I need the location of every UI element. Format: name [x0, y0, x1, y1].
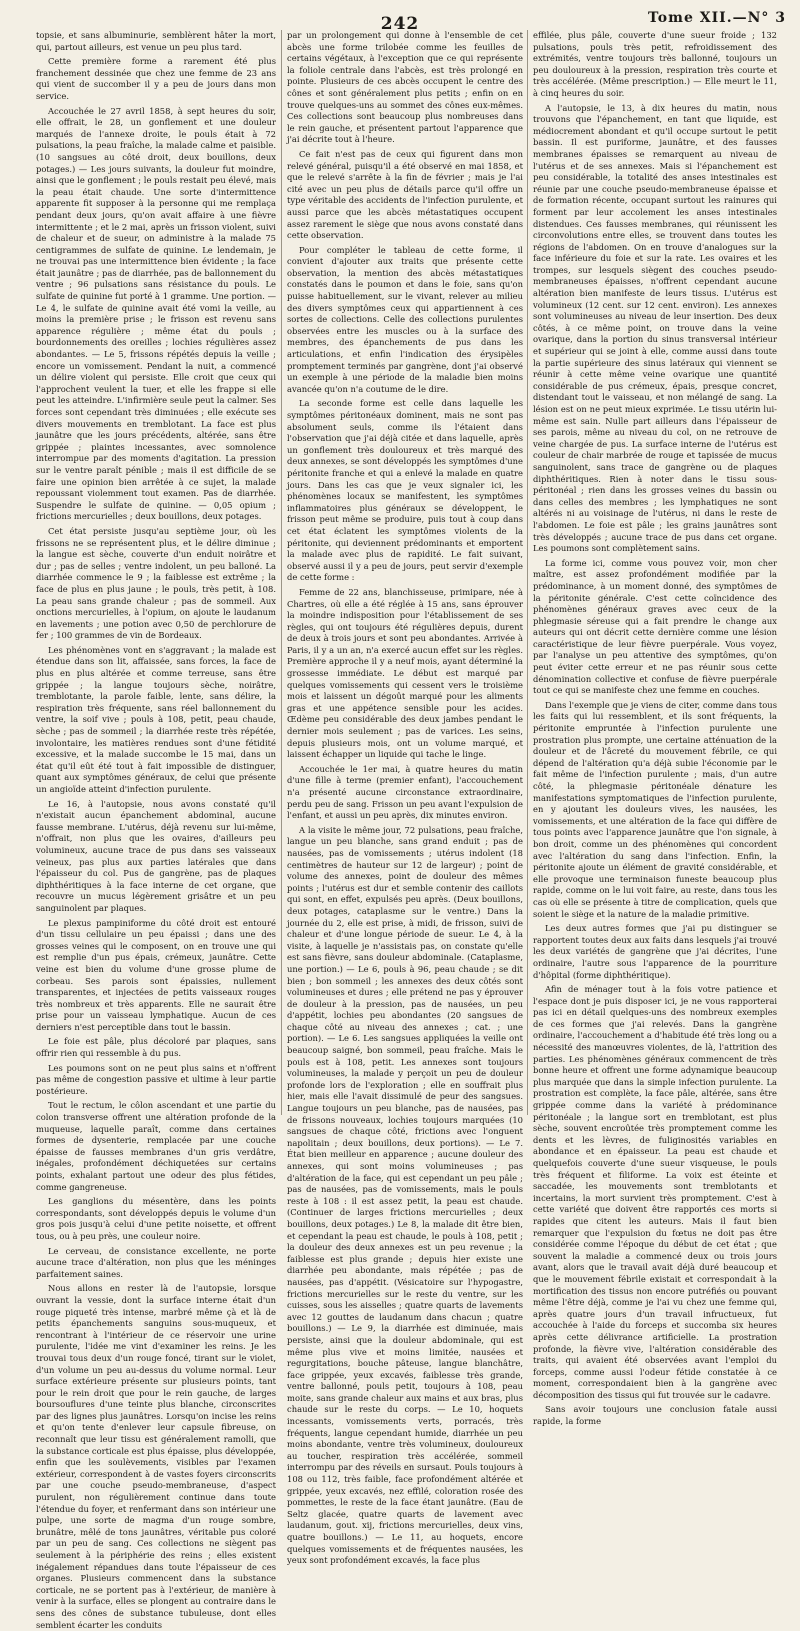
text-column-2: [287, 30, 523, 1566]
paragraph: effilée, plus pâle, couverte d'une sueur froide ; 132 pulsations, pouls très petit, refroidissement des extrémités, ventre toujours très ballonné, toujours un peu douloureux à la pression, respiration très courte et très accélérée. (Même prescription.) — Elle meurt le 11, à cinq heures du soir.: [533, 30, 777, 98]
paragraph: La forme ici, comme vous pouvez voir, mon cher maître, est assez profondément modifiée par la prédominance, à un moment donné, des symptômes de la péritonite générale. C'est cette coïncidence des phénomènes généraux graves avec ceux de la phlegmasie séreuse qui a fait prendre le change aux auteurs qui ont décrit cette dernière comme une lésion caractéristique de leur fièvre puerpérale. Vous voyez, par l'analyse un peu attentive des symptômes, qu'on peut éviter cette erreur et ne pas réunir sous cette dénomination collective et confuse de fièvre puerpérale tout ce qui se manifeste chez une femme en couches.: [533, 557, 777, 696]
column-rule: [281, 30, 282, 1115]
paragraph: Le 16, à l'autopsie, nous avons constaté qu'il n'existait aucun épanchement abdominal, aucune fausse membrane. L'utérus, déjà revenu sur lui-même, n'offrait, non plus que les ovaires, d'ailleurs peu volumineux, aucune trace de pus dans ses vaisseaux veineux, pas plus aux parties latérales que dans l'épaisseur du col. Pus de gangrène, pas de plaques diphthéritiques à la face interne de cet organe, que recouvre un mucus légèrement grisâtre et un peu sanguinolent par plaques.: [36, 798, 276, 913]
text-column-1: [36, 30, 276, 1630]
text-column-3: [533, 30, 777, 1427]
paragraph: La seconde forme est celle dans laquelle les symptômes péritonéaux dominent, mais ne sont pas absolument seuls, comme ils l'étaient dans l'observation que j'ai déjà citée et dans laquelle, après un gonflement très douloureux et très marqué des deux annexes, se sont développés les symptômes d'une péritonite franche et qui a enlevé la malade en quatre jours. Dans les cas que je veux signaler ici, les phénomènes locaux se manifestent, les symptômes inflammatoires plus généraux se développent, le frisson peut même se produire, puis tout à coup dans cet état éclatent les symptômes violents de la péritonite, qui deviennent prédominants et emportent la malade avec plus de rapidité. Le fait suivant, observé aussi il y a peu de jours, peut servir d'exemple de cette forme :: [287, 398, 523, 583]
paragraph: A la visite le même jour, 72 pulsations, peau fraîche, langue un peu blanche, sans grand enduit ; pas de nausées, pas de vomissements ; utérus indolent (18 centimètres de hauteur sur 12 de largeur) ; point de volume des annexes, point de douleur des mêmes points ; l'utérus est dur et semble contenir des caillots qui sont, en effet, expulsés peu après. (Deux bouillons, deux potages, cataplasme sur le ventre.) Dans la journée du 2, elle est prise, à midi, de frisson, suivi de chaleur et d'une longue période de sueur. Le 4, à la visite, à laquelle je n'assistais pas, on constate qu'elle est sans fièvre, sans douleur abdominale. (Cataplasme, une portion.) — Le 6, pouls à 96, peau chaude ; se dit bien ; bon sommeil ; les annexes des deux côtés sont volumineuses et dures ; elle prétend ne pas y éprouver de douleur à la pression, pas de nausées, un peu d'appétit, lochies peu abondantes (20 sangsues de chaque côté au niveau des annexes ; cat. ; une portion). — Le 6. Les sangsues appliquées la veille ont beaucoup saigné, bon sommeil, peau fraîche. Mais le pouls est à 108, petit. Les annexes sont toujours volumineuses, la malade y perçoit un peu de douleur profonde lors de l'exploration ; elle en souffrait plus hier, mais elle l'avait dissimulé de peur des sangsues. Langue toujours un peu blanche, pas de nausées, pas de frissons nouveaux, lochies toujours marquées (10 sangsues de chaque côté, frictions avec l'onguent napolitain ; deux bouillons, deux portions). — Le 7. État bien meilleur en apparence ; aucune douleur des annexes, qui sont moins volumineuses ; pas d'altération de la face, qui est cependant un peu pâle ; pas de nausées, pas de vomissements, mais le pouls reste à 108 : il est assez petit, la peau est chaude. (Continuer de larges frictions mercurielles ; deux bouillons, deux potages.) Le 8, la malade dit être bien, et cependant la peau est chaude, le pouls à 108, petit ; la douleur des deux annexes est un peu revenue ; la faiblesse est plus grande ; depuis hier existe une diarrhée peu abondante, mais répétée ; pas de nausées, pas d'appétit. (Vésicatoire sur l'hypogastre, frictions mercurielles sur le reste du ventre, sur les cuisses, sous les aisselles ; quatre quarts de lavements avec 12 gouttes de laudanum dans chacun ; quatre bouillons.) — Le 9, la diarrhée est diminuée, mais persiste, ainsi que la douleur abdominale, qui est même plus vive et moins limitée, nausées et regurgitations, bouche pâteuse, langue blanchâtre, face grippée, yeux excavés, faiblesse très grande, ventre ballonné, pouls petit, toujours à 108, peau moite, sans grande chaleur aux mains et aux bras, plus chaude sur le reste du corps. — Le 10, hoquets incessants, vomissements verts, porracés, très fréquents, langue cependant humide, diarrhée un peu moins abondante, ventre très volumineux, douloureux au toucher, respiration très accélérée, sommeil interrompu par des réveils en sursaut. Pouls toujours à 108 ou 112, très faible, face profondément altérée et grippée, yeux excavés, nez effilé, coloration rosée des pommettes, le reste de la face étant jaunâtre. (Eau de Seltz glacée, quatre quarts de lavement avec laudanum, gout. xij, frictions mercurielles, deux vins, quatre bouillons.) — Le 11, au hoquets, encore quelques vomissements et de fréquentes nausées, les yeux sont profondément excavés, la face plus: [287, 824, 523, 1566]
paragraph: Le cerveau, de consistance excellente, ne porte aucune trace d'altération, non plus que les méninges parfaitement saines.: [36, 1245, 276, 1279]
paragraph: A l'autopsie, le 13, à dix heures du matin, nous trouvons que l'épanchement, en tant que liquide, est médiocrement abondant et qu'il occupe surtout le petit bassin. Il est puriforme, jaunâtre, et des fausses membranes épaisses se remarquent au niveau de l'utérus et de ses annexes. Mais si l'épanchement est peu considérable, la totalité des anses intestinales est réunie par une couche pseudo-membraneuse épaisse et de formation récente, occupant surtout les rainures qui forment par leur accolement les anses intestinales distendues. Ces fausses membranes, qui réunissent les circonvolutions entre elles, se trouvent dans toutes les régions de l'abdomen. On en trouve d'analogues sur la face inférieure du foie et sur la rate. Les ovaires et les trompes, sur lesquels siègent des couches pseudo-membraneuses épaisses, n'offrent cependant aucune altération bien manifeste de leurs tissus. L'utérus est volumineux (12 cent. sur 12 cent. environ). Les annexes sont volumineuses au niveau de leur insertion. Des deux côtés, à ce même point, on trouve dans la veine ovarique, dans la portion du sinus transversal intérieur et supérieur qui se joint à elle, comme aussi dans toute la partie supérieure des sinus latéraux qui viennent se réunir à cette même veine ovarique une quantité considérable de pus crémeux, épais, presque concret, distendant tout le vaisseau, et non mélangé de sang. La lésion est on ne peut mieux exprimée. Le tissu utérin lui-même est sain. Nulle part ailleurs dans l'épaisseur de ses parois, même au niveau du col, on ne retrouve de veine chargée de pus. La surface interne de l'utérus est couleur de chair marbrée de rouge et tapissée de mucus sanguinolent, sans trace de gangrène ou de plaques diphthéritiques. Rien à noter dans le tissu sous-péritonéal ; rien dans les grosses veines du bassin ou dans celles des membres ; les lymphatiques ne sont altérés ni au voisinage de l'utérus, ni dans le reste de l'abdomen. Le foie est pâle ; les grains jaunâtres sont très développés ; aucune trace de pus dans cet organe. Les poumons sont complètement sains.: [533, 102, 777, 554]
paragraph: Pour compléter le tableau de cette forme, il convient d'ajouter aux traits que présente cette observation, la mention des abcès métastatiques constatés dans le poumon et dans le foie, sans qu'on puisse habituellement, sur le vivant, relever au milieu des divers symptômes ceux qui appartiennent à ces sortes de collections. Celle des collections purulentes observées entre les muscles ou à la surface des membres, des épanchements de pus dans les articulations, et enfin l'indication des érysipèles promptement terminés par gangrène, dont j'ai observé un exemple à une période de la maladie bien moins avancée qu'on n'a coutume de le dire.: [287, 244, 523, 394]
page-number: 242: [380, 14, 420, 34]
paragraph: Tout le rectum, le côlon ascendant et une partie du colon transverse offrent une altération profonde de la muqueuse, laquelle paraît, comme dans certaines formes de dysenterie, remplacée par une couche épaisse de fausses membranes d'un gris verdâtre, inégales, profondément déchiquetées sur certains points, exhalant partout une odeur des plus fétides, comme gangreneuse.: [36, 1100, 276, 1192]
paragraph: Les ganglions du mésentère, dans les points correspondants, sont développés depuis le volume d'un gros pois jusqu'à celui d'une petite noisette, et offrent tous, ou à peu près, une couleur noire.: [36, 1196, 276, 1241]
paragraph: Le foie est pâle, plus décoloré par plaques, sans offrir rien qui ressemble à du pus.: [36, 1036, 276, 1059]
column-rule: [527, 30, 528, 1115]
paragraph: Cet état persiste jusqu'au septième jour, où les frissons ne se représentent plus, et le délire diminue ; la langue est sèche, couverte d'un enduit noirâtre et dur ; pas de selles ; ventre indolent, un peu balloné. La diarrhée commence le 9 ; la faiblesse est extrême ; la face de plus en plus jaune ; le pouls, très petit, à 108. La peau sans grande chaleur ; pas de sommeil. Aux onctions mercurielles, à l'opium, on ajoute le laudanum en lavements ; une potion avec 0,50 de perchlorure de fer ; 100 grammes de vin de Bordeaux.: [36, 525, 276, 641]
paragraph: Accouchée le 27 avril 1858, à sept heures du soir, elle offrait, le 28, un gonflement et une douleur marqués de l'annexe droite, le pouls était à 72 pulsations, la peau fraîche, la malade calme et paisible. (10 sangsues au côté droit, deux bouillons, deux potages.) — Les jours suivants, la douleur fut moindre, ainsi que le gonflement ; le pouls restait peu élevé, mais la peau était chaude. Une sorte d'intermittence apparente fit supposer à la personne qui me remplaça pendant deux jours, qu'on avait affaire à une fièvre intermittente ; et le 2 mai, après un frisson violent, suivi de chaleur et de sueur, on administre à la malade 75 centigrammes de sulfate de quinine. Le lendemain, je ne trouvai pas une intermittence bien évidente ; la face était jaunâtre ; pas de diarrhée, pas de ballonnement du ventre ; 96 pulsations sans résistance du pouls. Le sulfate de quinine fut porté à 1 gramme. Une portion. — Le 4, le sulfate de quinine avait été vomi la veille, au moins la première prise ; le frisson est revenu sans apparence régulière ; même état du pouls ; bourdonnements des oreilles ; lochies régulières assez abondantes. — Le 5, frissons répétés depuis la veille ; encore un vomissement. Pendant la nuit, a commencé un délire violent qui persiste. Elle croit que ceux qui l'approchent veulent la tuer, et elle les frappe si elle peut les atteindre. L'infirmière seule peut la calmer. Ses forces sont cependant très diminuées ; elle exécute ses divers mouvements en tremblotant. La face est plus jaunâtre que les jours précédents, altérée, sans être grippée ; plaintes incessantes, avec somnolence interrompue par des moments d'agitation. La pression sur le ventre paraît pénible ; mais il est difficile de se faire une opinion bien arrêtée à ce sujet, la malade repoussant violemment tout examen. Pas de diarrhée. Suspendre le sulfate de quinine. — 0,05 opium ; frictions mercurielles ; deux bouillons, deux potages.: [36, 105, 276, 522]
paragraph: Cette première forme a rarement été plus franchement dessinée que chez une femme de 23 ans qui vient de succomber il y a peu de jours dans mon service.: [36, 56, 276, 101]
paragraph: Dans l'exemple que je viens de citer, comme dans tous les faits qui lui ressemblent, et ils sont fréquents, la péritonite empruntée à l'infection purulente une prostration plus prompte, une certaine atténuation de la douleur et de l'âcreté du mouvement fébrile, ce qui dépend de l'altération qu'a déjà subie l'économie par le fait même de l'infection purulente ; mais, d'un autre côté, la phlegmasie péritonéale dénature les manifestations symptomatiques de l'infection purulente, en y ajoutant les douleurs vives, les nausées, les vomissements, et une altération de la face qui diffère de tous points avec l'apparence jaunâtre que l'on signale, à bon droit, comme un des phénomènes qui concordent avec l'altération du sang dans l'infection. Enfin, la péritonite ajoute un élément de gravité considérable, et elle provoque une terminaison funeste beaucoup plus rapide, comme on le lui voit faire, au reste, dans tous les cas où elle se présente à titre de complication, quels que soient le siège et la nature de la maladie primitive.: [533, 699, 777, 919]
paragraph: Accouchée le 1er mai, à quatre heures du matin d'une fille à terme (premier enfant), l'accouchement n'a présenté aucune circonstance extraordinaire, perdu peu de sang. Frisson un peu avant l'expulsion de l'enfant, et aussi un peu après, dix minutes environ.: [287, 763, 523, 821]
paragraph: Sans avoir toujours une conclusion fatale aussi rapide, la forme: [533, 1404, 777, 1427]
paragraph: Femme de 22 ans, blanchisseuse, primipare, née à Chartres, où elle a été réglée à 15 ans, sans éprouver la moindre indisposition pour l'établissement de ses règles, qui ont toujours été régulières depuis, durent de deux à trois jours et sont peu abondantes. Arrivée à Paris, il y a un an, n'a exercé aucun effet sur les règles. Première approche il y a neuf mois, ayant déterminé la grossesse immédiate. Le début est marqué par quelques vomissements qui cessent vers le troisième mois et laissent un dégoût marqué pour les aliments gras et une appétence sensible pour les acides. Œdème peu considérable des deux jambes pendant le dernier mois seulement ; pas de varices. Les seins, depuis plusieurs mois, ont un volume marqué, et laissent échapper un liquide qui tache le linge.: [287, 586, 523, 760]
paragraph: Nous allons en rester là de l'autopsie, lorsque ouvrant la vessie, dont la surface interne était d'un rouge piqueté très intense, marbré même çà et là de petits épanchements sanguins sous-muqueux, et rencontrant à l'intérieur de ce réservoir une urine purulente, l'idée me vint d'examiner les reins. Je les trouvai tous deux d'un rouge foncé, tirant sur le violet, d'un volume un peu au-dessus du volume normal. Leur surface extérieure présente sur plusieurs points, tant pour le rein droit que pour le rein gauche, de larges boursouflures d'une teinte plus blanche, circonscrites par des lignes plus jaunâtres. Lorsqu'on incise les reins et qu'on tente d'enlever leur capsule fibreuse, on reconnaît que leur tissu est généralement ramolli, que la substance corticale est plus épaisse, plus développée, enfin que les soulèvements, visibles par l'examen extérieur, correspondent à de vastes foyers circonscrits par une couche pseudo-membraneuse, d'aspect purulent, non régulièrement continue dans toute l'étendue du foyer, et renfermant dans son intérieur une pulpe, une sorte de magma d'un rouge sombre, brunâtre, mêlé de tons jaunâtres, véritable pus coloré par un peu de sang. Ces collections ne siègent pas seulement à la périphérie des reins ; elles existent inégalement répandues dans toute l'épaisseur de ces organes. Plusieurs commencent dans la substance corticale, ne se portent pas à l'extérieur, de manière à venir à la surface, elles se plongent au contraire dans le sens des cônes de substance tubuleuse, dont elles semblent écarter les conduits: [36, 1283, 276, 1630]
paragraph: par un prolongement qui donne à l'ensemble de cet abcès une forme trilobée comme les feuilles de certains végétaux, à l'exception que ce qui représente la foliole centrale dans l'abcès, est très prolongé en pointe. Plusieurs de ces abcès occupent le centre des cônes et sont généralement plus petits ; enfin on en trouve quelques-uns au sommet des cônes eux-mêmes. Ces collections sont beaucoup plus nombreuses dans le rein gauche, et présentent partout l'apparence que j'ai décrite tout à l'heure.: [287, 30, 523, 145]
running-head: Tome XII.—N° 3: [648, 10, 786, 26]
paragraph: Les poumons sont on ne peut plus sains et n'offrent pas même de congestion passive et ultime à leur partie postérieure.: [36, 1062, 276, 1096]
paragraph: Les phénomènes vont en s'aggravant ; la malade est étendue dans son lit, affaissée, sans forces, la face de plus en plus altérée et comme terreuse, sans être grippée ; la langue toujours sèche, noirâtre, tremblotante, la parole faible, lente, sans délire, la respiration très fréquente, sans réel ballonnement du ventre, la soif vive ; pouls à 108, petit, peau chaude, sèche ; pas de sommeil ; la diarrhée reste très répétée, involontaire, les matières rendues sont d'une fétidité excessive, et la malade succombe le 15 mai, dans un état qu'il eût été tout à fait impossible de distinguer, quant aux symptômes généraux, de celui que présente un angioïde atteint d'infection purulente.: [36, 644, 276, 794]
paragraph: Ce fait n'est pas de ceux qui figurent dans mon relevé général, puisqu'il a été observé en mai 1858, et que le relevé s'arrête à la fin de février ; mais je l'ai cité avec un peu plus de détails parce qu'il offre un type véritable des accidents de l'infection purulente, et aussi parce que les abcès métastatiques occupent assez rarement le siège que nous avons constaté dans cette observation.: [287, 148, 523, 241]
paragraph: Le plexus pampiniforme du côté droit est entouré d'un tissu cellulaire un peu épaissi ; dans une des grosses veines qui le composent, on en trouve une qui est remplie d'un pus épais, crémeux, jaunâtre. Cette veine est bien du volume d'une grosse plume de corbeau. Ses parois sont épaissies, nullement transparentes, et injectées de petits vaisseaux rouges très nombreux et très apparents. Elle ne saurait être prise pour un vaisseau lymphatique. Aucun de ces derniers n'est perceptible dans tout le bassin.: [36, 917, 276, 1032]
paragraph: Les deux autres formes que j'ai pu distinguer se rapportent toutes deux aux faits dans lesquels j'ai trouvé les deux variétés de gangrène que j'ai décrites, l'une ordinaire, l'autre sous l'apparence de la pourriture d'hôpital (forme diphthéritique).: [533, 923, 777, 980]
paragraph: Afin de ménager tout à la fois votre patience et l'espace dont je puis disposer ici, je ne vous rapporterai pas ici en détail quelques-uns des nombreux exemples de ces formes que j'ai relevés. Dans la gangrène ordinaire, l'accouchement a d'habitude été très long ou a nécessité des manœuvres violentes, de là, l'attrition des parties. Les phénomènes généraux commencent de très bonne heure et offrent une forme adynamique beaucoup plus marquée que dans la simple infection purulente. La prostration est complète, la face pâle, altérée, sans être grippée comme dans la variété à prédominance péritonéale ; la langue sort en tremblotant, est plus sèche, souvent encroûtée très promptement comme les dents et les lèvres, de fuliginosités variables en abondance et en épaisseur. La peau est chaude et quelquefois couverte d'une sueur visqueuse, le pouls très fréquent et filiforme. La voix est éteinte et saccadée, les mouvements sont tremblotants et incertains, la mort survient très promptement. C'est à cette variété que doivent être rapportés ces morts si rapides que citent les auteurs. Mais il faut bien remarquer que l'expulsion du fœtus ne doit pas être considérée comme l'époque du début de cet état ; que souvent la maladie a commencé deux ou trois jours avant, alors que le travail avait déjà duré beaucoup et que le mouvement fébrile existait et correspondait à la mortification des tissus non encore putréfiés ou pouvant même l'être déjà, comme je l'ai vu chez une femme qui, après quatre jours d'un travail infructueux, fut accouchée à l'aide du forceps et succomba six heures après cette délivrance artificielle. La prostration profonde, la fièvre vive, l'altération considérable des traits, qui avaient été observées avant l'emploi du forceps, comme aussi l'odeur fétide constatée à ce moment, correspondaient bien à la gangrène avec décomposition des tissus qui fut trouvée sur le cadavre.: [533, 984, 777, 1400]
paragraph: topsie, et sans albuminurie, semblèrent hâter la mort, qui, partout ailleurs, est venue un peu plus tard.: [36, 30, 276, 52]
